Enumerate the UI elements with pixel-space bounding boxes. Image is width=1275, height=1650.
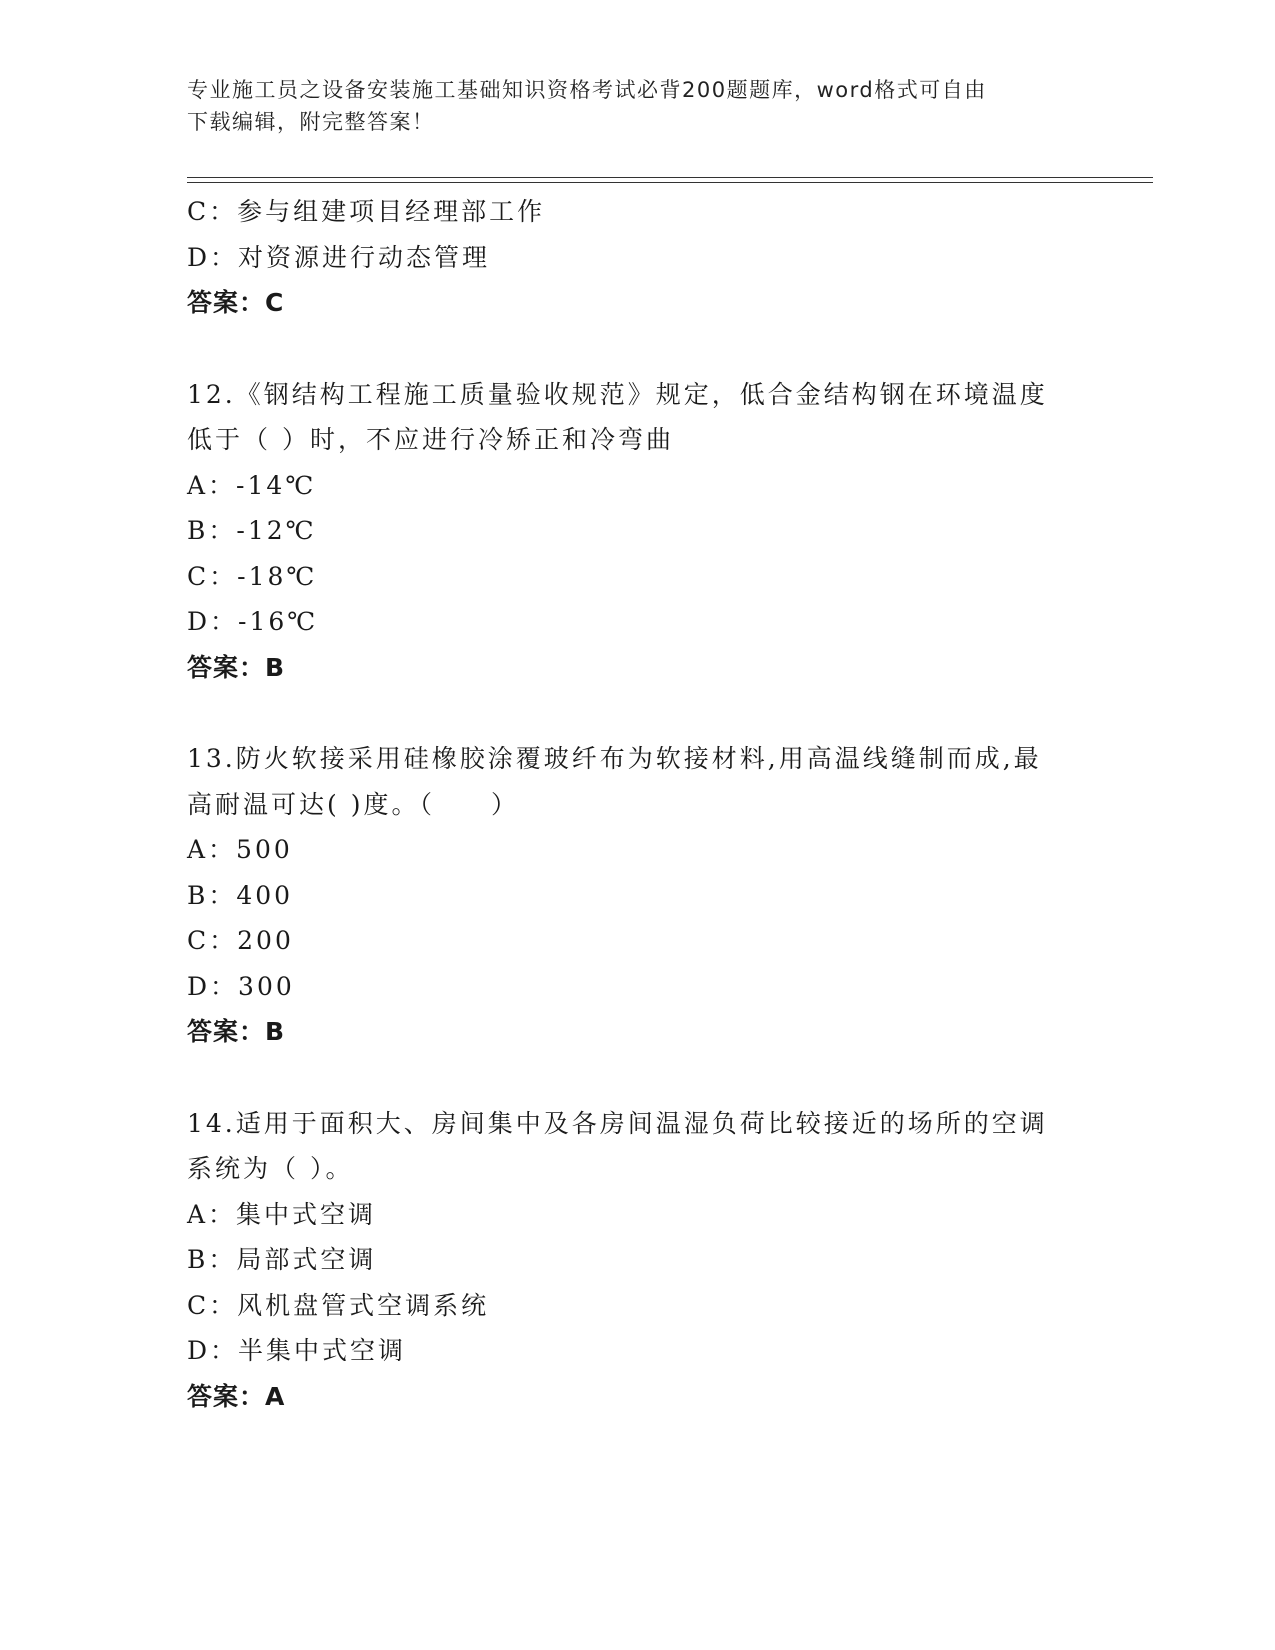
option-a: A：500 xyxy=(187,835,293,864)
spacer xyxy=(187,690,1087,736)
question-text-line-1: 14.适用于面积大、房间集中及各房间温湿负荷比较接近的场所的空调 xyxy=(187,1108,1048,1138)
answer-line: 答案：A xyxy=(187,1381,286,1411)
header-line-2: 下载编辑，附完整答案！ xyxy=(187,110,435,134)
question-block-12 xyxy=(187,372,1087,691)
document-header xyxy=(187,74,1067,138)
answer-line: 答案：C xyxy=(187,288,285,317)
question-block-14 xyxy=(187,1101,1087,1420)
spacer xyxy=(187,326,1087,372)
question-text-line-1: 13.防火软接采用硅橡胶涂覆玻纤布为软接材料,用高温线缝制而成,最 xyxy=(187,744,1042,773)
option-b: B：400 xyxy=(187,880,294,910)
question-text-line-2: 低于（ ）时，不应进行冷矫正和冷弯曲 xyxy=(187,425,674,454)
question-text-line-2: 系统为（ ）。 xyxy=(187,1154,354,1183)
option-a: A：集中式空调 xyxy=(187,1199,377,1229)
question-list xyxy=(187,189,1087,1419)
option-b: B：局部式空调 xyxy=(187,1245,377,1274)
header-divider-bottom xyxy=(187,182,1153,183)
spacer xyxy=(187,1055,1087,1101)
question-text-line-2: 高耐温可达( )度。（ ） xyxy=(187,789,519,819)
header-line-1: 专业施工员之设备安装施工基础知识资格考试必背200题题库，word格式可自由 xyxy=(187,78,987,102)
option-c: C：参与组建项目经理部工作 xyxy=(187,197,546,226)
option-d: D：-16℃ xyxy=(187,607,319,636)
option-d: D：半集中式空调 xyxy=(187,1336,407,1365)
question-block-13 xyxy=(187,736,1087,1055)
answer-line: 答案：B xyxy=(187,1017,286,1046)
option-d: D：300 xyxy=(187,971,295,1001)
header-divider-top xyxy=(187,177,1153,178)
option-c: C：200 xyxy=(187,926,294,955)
answer-line: 答案：B xyxy=(187,652,286,682)
option-d: D：对资源进行动态管理 xyxy=(187,242,491,272)
option-c: C：-18℃ xyxy=(187,561,318,591)
question-block-prev xyxy=(187,189,1087,326)
question-text-line-1: 12.《钢结构工程施工质量验收规范》规定，低合金结构钢在环境温度 xyxy=(187,379,1048,409)
option-c: C：风机盘管式空调系统 xyxy=(187,1290,490,1320)
option-b: B：-12℃ xyxy=(187,516,317,545)
option-a: A：-14℃ xyxy=(187,470,317,500)
